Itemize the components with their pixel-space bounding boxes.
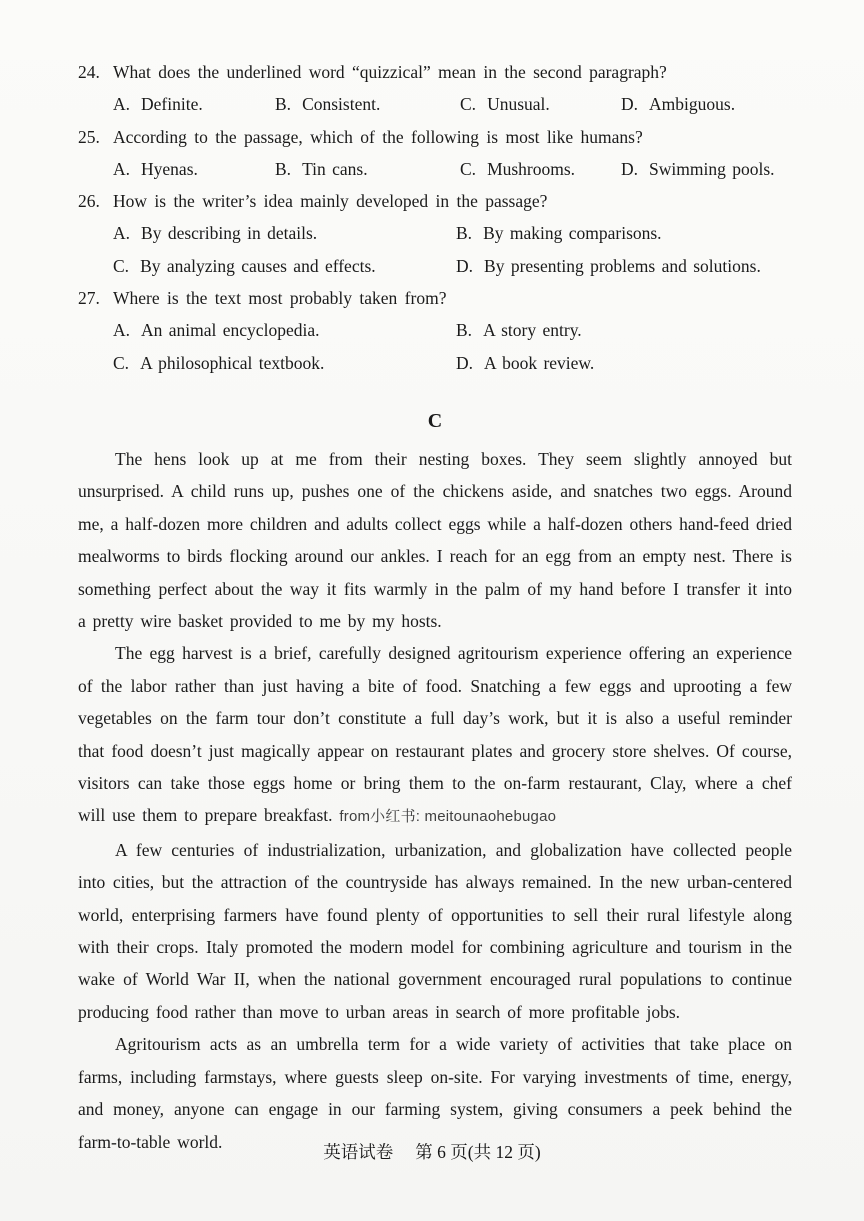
option-label: B. <box>275 158 292 179</box>
option-label: A. <box>113 158 131 179</box>
question-text: Where is the text most probably taken from? <box>113 288 447 309</box>
option-a <box>113 88 203 120</box>
option-label: A. <box>113 223 131 244</box>
option-label: D. <box>621 94 639 115</box>
option-label: C. <box>460 158 477 179</box>
option-text: By making comparisons. <box>483 223 662 244</box>
option-text: A book review. <box>484 352 595 373</box>
option-label: A. <box>113 94 131 115</box>
option-label: D. <box>621 158 639 179</box>
option-b <box>456 314 582 346</box>
option-text: By analyzing causes and effects. <box>140 255 376 276</box>
question-number: 26. <box>78 191 100 212</box>
options-row <box>78 347 792 379</box>
option-label: B. <box>456 223 473 244</box>
option-text: A philosophical textbook. <box>140 352 325 373</box>
option-label: B. <box>456 320 473 341</box>
option-label: B. <box>275 94 292 115</box>
option-text: A story entry. <box>483 320 582 341</box>
options-row <box>78 314 792 346</box>
passage-section-label: C <box>427 409 443 432</box>
paragraph-text: The egg harvest is a brief, carefully designed agritourism experience offering an experience of the labor rather than just having a bite of food. Snatching a few eggs and uprooting a few vegetables on the farm tour don’t constitute a full day’s work, but it is also a useful reminder that food doesn’t just magically appear on restaurant plates and grocery store shelves. Of course, visitors can take those eggs home or bring them to the on-farm restaurant, Clay, where a chef will use them to prepare breakfast. <box>78 643 792 826</box>
option-text: An animal encyclopedia. <box>141 320 320 341</box>
options-row <box>78 153 792 185</box>
footer-doc-title: 英语试卷 <box>323 1142 394 1162</box>
option-text: Consistent. <box>302 94 381 115</box>
passage-paragraph-3: A few centuries of industrialization, urbanization, and globalization have collected people into cities, but the attraction of the countryside has always remained. In the new urban-centered world, enterprising farmers have found plenty of opportunities to sell their rural lifestyle along with their crops. Italy promoted the modern model for combining agriculture and tourism in the wake of World War II, when the national government encouraged rural populations to continue producing food rather than move to urban areas in search of more profitable jobs. <box>78 839 792 1022</box>
question-stem <box>78 185 792 217</box>
page-footer <box>0 1139 864 1164</box>
passage-paragraph-2 <box>78 637 792 833</box>
option-label: A. <box>113 320 131 341</box>
option-a <box>113 217 317 249</box>
question-number: 24. <box>78 62 100 82</box>
question-number: 25. <box>78 126 100 147</box>
option-text: By presenting problems and solutions. <box>484 255 761 276</box>
option-b <box>275 153 368 185</box>
option-c <box>460 153 575 185</box>
question-26 <box>78 185 792 282</box>
footer-page-info: 第 6 页(共 12 页) <box>415 1142 541 1162</box>
option-label: C. <box>113 352 130 373</box>
passage-paragraph-4: Agritourism acts as an umbrella term for a wide variety of activities that take place on farms, including farmstays, where guests sleep on-site. For varying investments of time, energy, and money, anyone can engage in our farming system, giving consumers a peek behind the farm-to-table world. <box>78 1034 792 1152</box>
options-row <box>78 250 792 282</box>
option-text: Tin cans. <box>302 158 368 179</box>
question-text: What does the underlined word “quizzical” mean in the second paragraph? <box>113 62 667 82</box>
reading-passage <box>78 443 792 1158</box>
question-text: According to the passage, which of the following is most like humans? <box>113 126 643 147</box>
option-b <box>456 217 662 249</box>
option-d <box>621 88 735 120</box>
options-row <box>78 217 792 249</box>
option-c <box>113 347 324 379</box>
passage-paragraph-1: The hens look up at me from their nesting boxes. They seem slightly annoyed but unsurprised. A child runs up, pushes one of the chickens aside, and snatches two eggs. Around me, a half-dozen more children and adults collect eggs while a half-dozen others hand-feed dried mealworms to birds flocking around our ankles. I reach for an egg from an empty nest. There is something perfect about the way it fits warmly in the palm of my hand before I transfer it into a pretty wire basket provided to me by my hosts. <box>78 448 792 631</box>
option-c <box>113 250 376 282</box>
option-label: D. <box>456 352 474 373</box>
xiaohongshu-watermark: from小红书: meitounaohebugao <box>339 808 557 826</box>
option-b <box>275 88 380 120</box>
question-text: How is the writer’s idea mainly developed in the passage? <box>113 191 548 212</box>
option-d <box>456 250 761 282</box>
option-a <box>113 314 319 346</box>
option-text: By describing in details. <box>141 223 318 244</box>
question-24 <box>78 56 792 121</box>
option-text: Swimming pools. <box>649 158 775 179</box>
option-text: Definite. <box>141 94 203 115</box>
option-label: C. <box>460 94 477 115</box>
question-27 <box>78 282 792 379</box>
option-text: Unusual. <box>487 94 550 115</box>
question-stem <box>78 282 792 314</box>
question-stem <box>78 56 792 88</box>
option-text: Mushrooms. <box>487 158 576 179</box>
options-row <box>78 88 792 120</box>
option-c <box>460 88 550 120</box>
option-label: C. <box>113 255 130 276</box>
option-d <box>456 347 594 379</box>
option-text: Hyenas. <box>141 158 198 179</box>
option-a <box>113 153 198 185</box>
option-text: Ambiguous. <box>649 94 736 115</box>
option-d <box>621 153 775 185</box>
option-label: D. <box>456 255 474 276</box>
question-number: 27. <box>78 288 100 309</box>
question-25 <box>78 121 792 186</box>
question-stem <box>78 121 792 153</box>
